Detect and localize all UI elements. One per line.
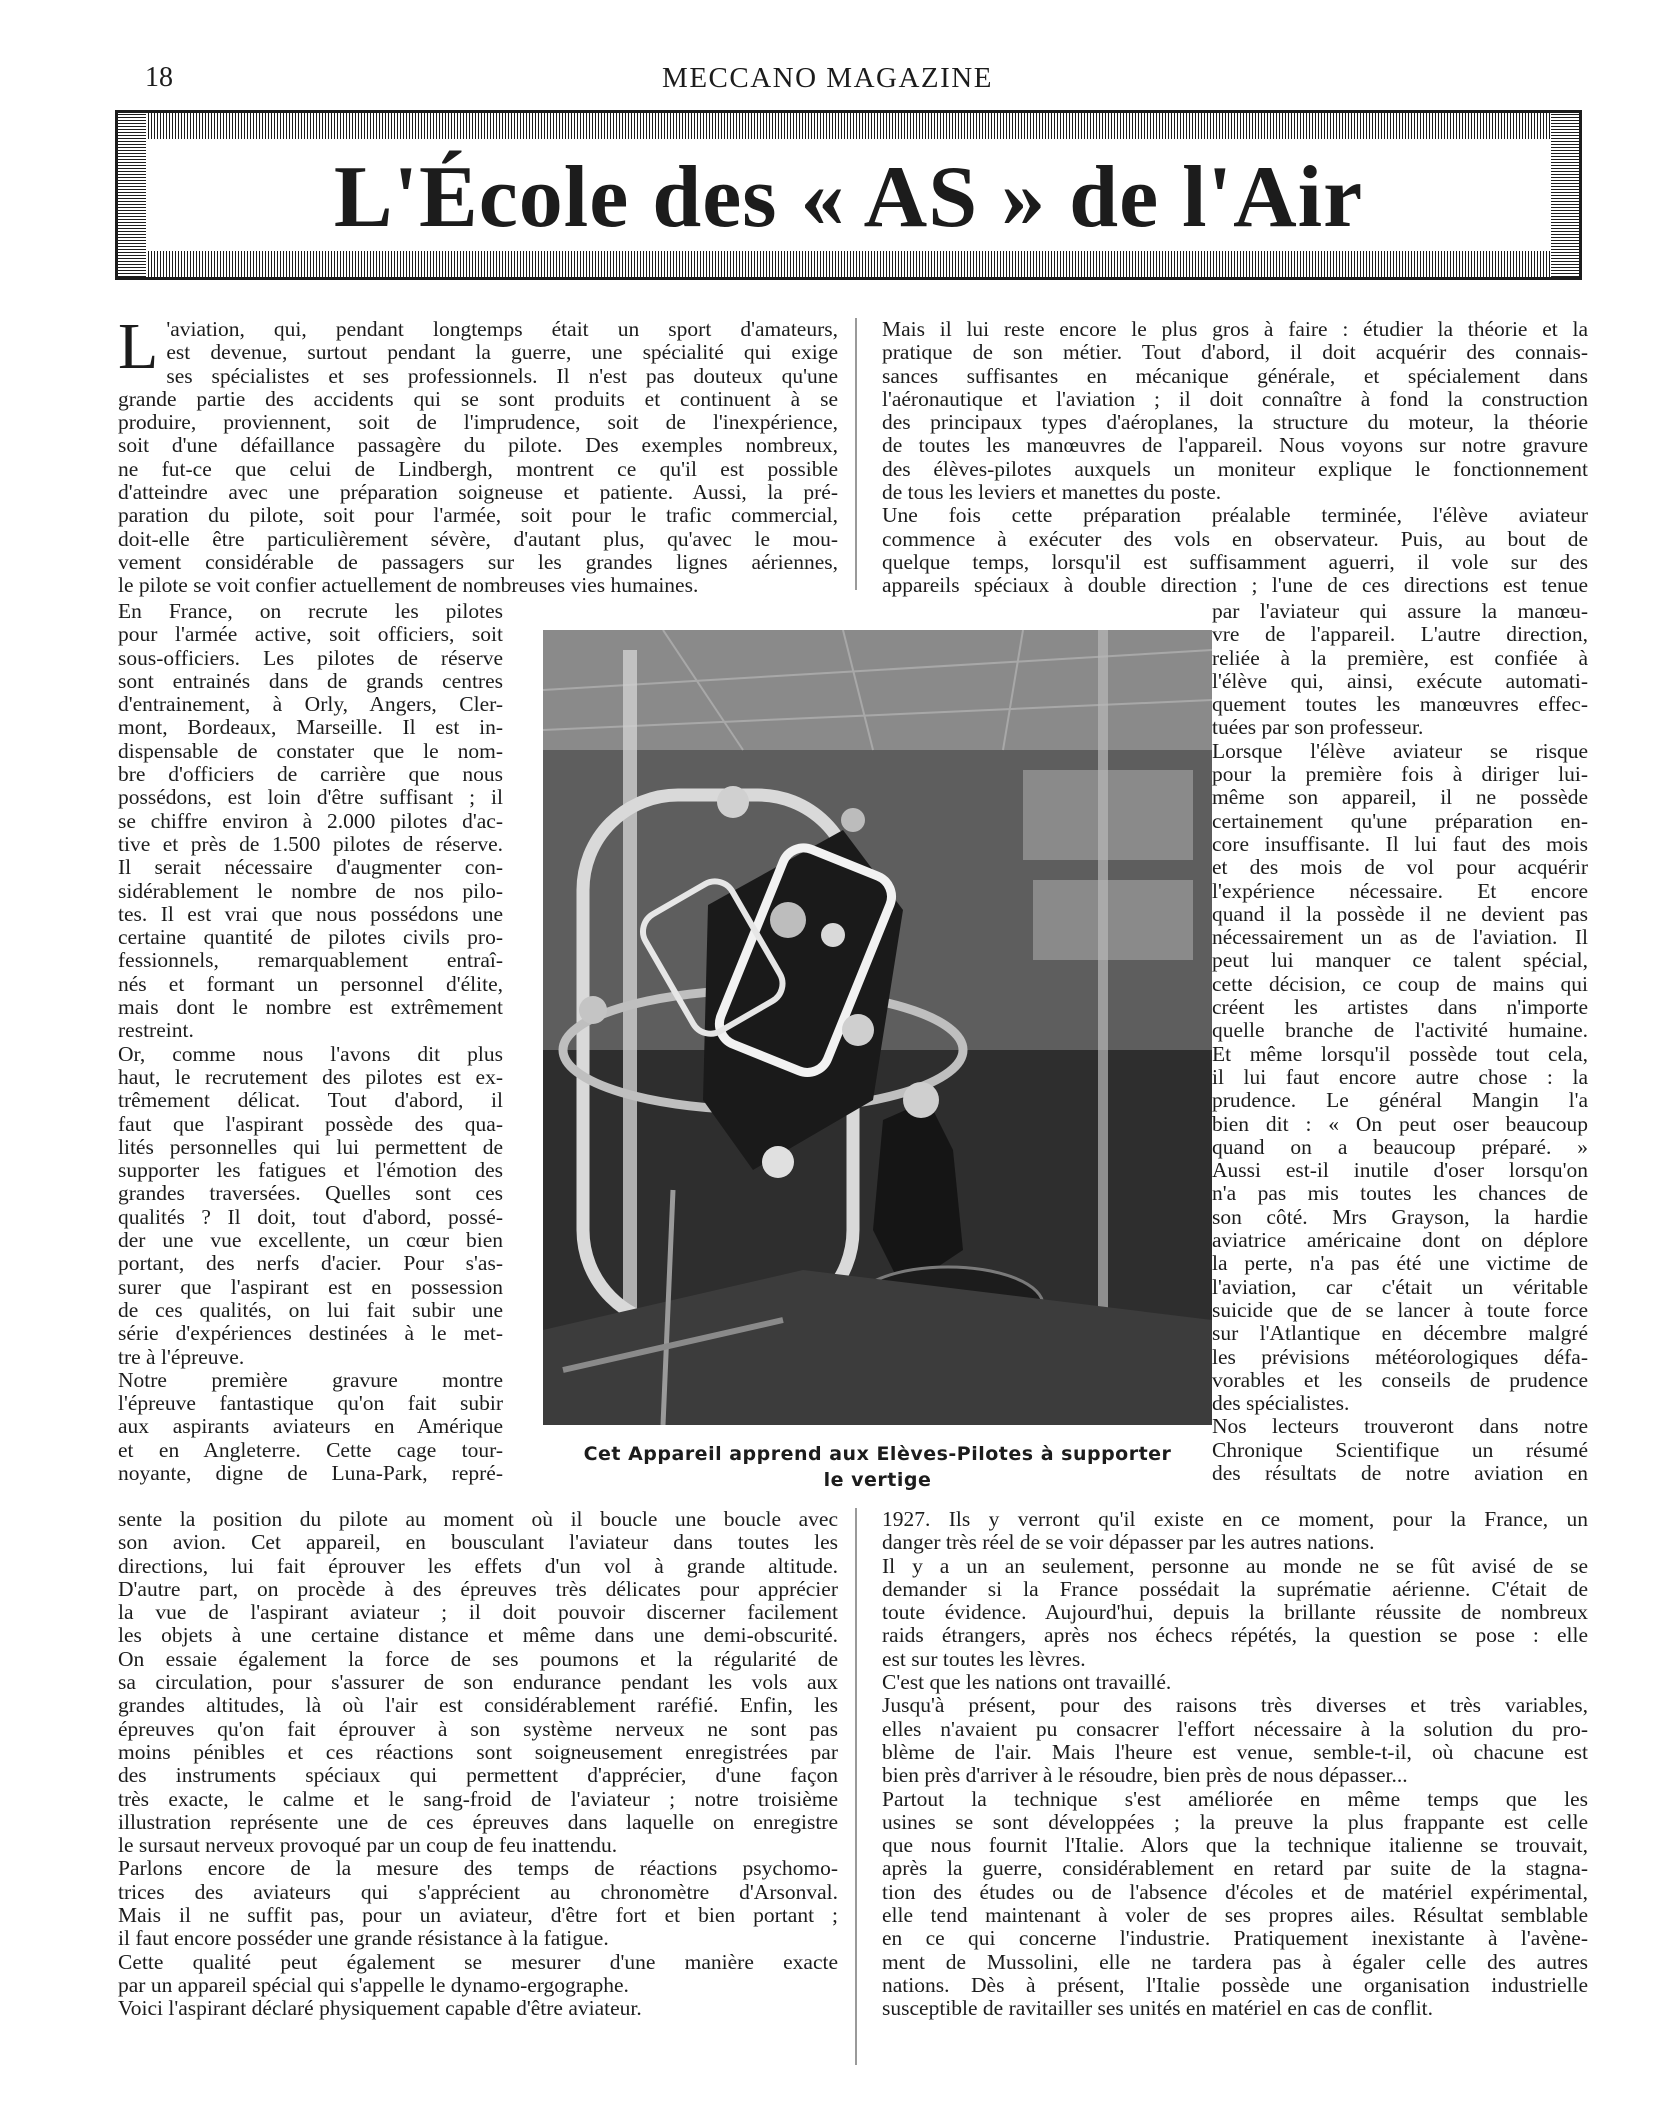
text-line: Aussi est-il inutile d'oser lorsqu'on xyxy=(1212,1158,1588,1183)
text-line: d'atteindre avec une préparation soigneuse et patiente. Aussi, la pré- xyxy=(118,480,838,505)
text-line: Or, comme nous l'avons dit plus xyxy=(118,1041,503,1066)
text-line: grandes traversées. Quelles sont ces xyxy=(118,1181,503,1206)
text-line: bien dit : « On peut oser beaucoup xyxy=(1212,1111,1588,1136)
text-line: elle tend maintenant à voler de ses propres ailes. Résultat semblable xyxy=(882,1903,1588,1928)
text-line: pratique de son métier. Tout d'abord, il doit acquérir des connais- xyxy=(882,340,1588,365)
text-line: se chiffre environ à 2.000 pilotes d'ac- xyxy=(118,808,503,833)
text-line: très exacte, le calme et le sang-froid de l'aviateur ; notre troisième xyxy=(118,1786,838,1811)
text-line: que nous fournit l'Italie. Alors que la technique italienne se trouvait, xyxy=(882,1833,1588,1858)
text-line: faut que l'aspirant possède des qua- xyxy=(118,1111,503,1136)
text-line: D'autre part, on procède à des épreuves très délicates pour apprécier xyxy=(118,1576,838,1601)
text-line: est devenue, surtout pendant la guerre, une spécialité qui exige xyxy=(166,340,838,365)
text-line: suicide que de se lancer à toute force xyxy=(1212,1297,1588,1322)
text-line: directions, lui fait éprouver les effets d'un vol à grande altitude. xyxy=(118,1553,838,1578)
text-line: soit d'une défaillance passagère du pilote. Des exemples nombreux, xyxy=(118,433,838,458)
text-line: tes. Il est vrai que nous possédons une xyxy=(118,901,503,926)
text-line: des spécialistes. xyxy=(1212,1391,1350,1416)
text-line: quand il la possède il ne devient pas xyxy=(1212,901,1588,926)
text-line: Mais il lui reste encore le plus gros à faire : étudier la théorie et la xyxy=(882,317,1588,341)
text-line: qualités ? Il doit, tout d'abord, possé- xyxy=(118,1204,503,1229)
text-line: sente la position du pilote au moment où il boucle une boucle avec xyxy=(118,1507,838,1531)
text-line: quelque temps, lorsqu'il est suffisamment aguerri, il vole sur des xyxy=(882,549,1588,574)
title-banner xyxy=(115,110,1582,280)
text-line: d'entrainement, à Orly, Angers, Cler- xyxy=(118,692,503,717)
text-line: l'expérience nécessaire. Et encore xyxy=(1212,878,1588,903)
text-line: usines se sont développées ; la preuve la plus frappante est celle xyxy=(882,1809,1588,1834)
drop-cap: L xyxy=(118,310,159,383)
text-line: son avion. Cet appareil, en bousculant l'aviateur dans toutes les xyxy=(118,1530,838,1555)
text-line: l'élève qui, ainsi, exécute automati- xyxy=(1212,668,1588,693)
text-line: Il y a un an seulement, personne au monde ne se fût avisé de se xyxy=(882,1553,1588,1578)
text-line: tre à l'épreuve. xyxy=(118,1344,245,1369)
text-line: sont entrainés dans de grands centres xyxy=(118,668,503,693)
text-line: paration du pilote, soit pour l'armée, soit pour le trafic commercial, xyxy=(118,503,838,528)
text-line: haut, le recrutement des pilotes est ex- xyxy=(118,1064,503,1089)
text-line: certaine quantité de pilotes civils pro- xyxy=(118,925,503,950)
text-line: nécessairement un as de l'aviation. Il xyxy=(1212,925,1588,950)
text-line: pour l'armée active, soit officiers, soit xyxy=(118,622,503,647)
text-line: et des mois de vol pour acquérir xyxy=(1212,855,1588,880)
text-line: Une fois cette préparation préalable terminée, l'élève aviateur xyxy=(882,503,1588,528)
text-line: des principaux types d'aéroplanes, la structure du moteur, la théorie xyxy=(882,410,1588,435)
text-line: sances suffisantes en mécanique générale, et spécialement dans xyxy=(882,363,1588,388)
text-line: série d'expériences destinées à le met- xyxy=(118,1321,503,1346)
text-line: elles n'avaient pu consacrer l'effort nécessaire à la solution du pro- xyxy=(882,1716,1588,1741)
text-line: ne fut-ce que celui de Lindbergh, montrent ce qu'il est possible xyxy=(118,456,838,481)
text-line: le pilote se voit confier actuellement de nombreuses vies humaines. xyxy=(118,573,699,598)
text-line: portant, des nerfs d'acier. Pour s'as- xyxy=(118,1251,503,1276)
text-line: En France, on recrute les pilotes xyxy=(118,599,503,623)
text-line: les objets à une certaine distance et même dans une demi-obscurité. xyxy=(118,1623,838,1648)
text-line: il faut encore posséder une grande résistance à la fatigue. xyxy=(118,1926,609,1951)
text-line: de tous les leviers et manettes du poste. xyxy=(882,480,1222,505)
text-line: de ces qualités, on lui fait subir une xyxy=(118,1297,503,1322)
text-line: nations. Dès à présent, l'Italie possède une organisation industrielle xyxy=(882,1972,1588,1997)
right-column-bottom xyxy=(882,1508,1588,2021)
text-line: mais dont le nombre est extrêmement xyxy=(118,995,503,1020)
text-line: illustration représente une de ces épreuves dans laquelle on enregistre xyxy=(118,1809,838,1834)
text-line: reliée à la première, est confiée à xyxy=(1212,645,1588,670)
text-line: pour la première fois à diriger lui- xyxy=(1212,762,1588,787)
text-line: grandes altitudes, là où l'air est considérablement raréfié. Enfin, les xyxy=(118,1693,838,1718)
text-line: son côté. Mrs Grayson, la hardie xyxy=(1212,1204,1588,1229)
text-line: l'aéronautique et l'aviation ; il doit connaître à fond la construction xyxy=(882,386,1588,411)
text-line: ment de Mussolini, elle ne tardera pas à égaler celle des autres xyxy=(882,1949,1588,1974)
text-line: certainement qu'une préparation en- xyxy=(1212,808,1588,833)
right-column-intro xyxy=(882,318,1588,598)
text-line: demander si la France possédait la suprématie aérienne. C'était de xyxy=(882,1576,1588,1601)
text-line: lités personnelles qui lui permettent de xyxy=(118,1134,503,1159)
text-line: raids étrangers, après nos échecs répétés, la question se pose : elle xyxy=(882,1623,1588,1648)
text-line: tive et près de 1.500 pilotes de réserve. xyxy=(118,831,503,856)
text-line: la vue de l'aspirant aviateur ; il doit pouvoir discerner facilement xyxy=(118,1600,838,1625)
text-line: Jusqu'à présent, pour des raisons très diverses et très variables, xyxy=(882,1693,1588,1718)
page-number: 18 xyxy=(145,62,173,93)
text-line: des élèves-pilotes auxquels un moniteur explique le fonctionnement xyxy=(882,456,1588,481)
text-line: danger très réel de se voir dépasser par les autres nations. xyxy=(882,1530,1375,1555)
text-line: restreint. xyxy=(118,1018,194,1043)
text-line: dispensable de constater que le nom- xyxy=(118,738,503,763)
text-line: de toutes les manœuvres de l'appareil. Nous voyons sur notre gravure xyxy=(882,433,1588,458)
column-divider-bottom xyxy=(855,1508,857,2065)
text-line: le sursaut nerveux provoqué par un coup de feu inattendu. xyxy=(118,1833,618,1858)
text-line: sur l'Atlantique en décembre malgré xyxy=(1212,1321,1588,1346)
text-line: der une vue excellente, un cœur bien xyxy=(118,1228,503,1253)
figure-caption xyxy=(535,1441,1220,1493)
text-line: surer que l'aspirant est en possession xyxy=(118,1274,503,1299)
text-line: Notre première gravure montre xyxy=(118,1367,503,1392)
text-line: la perte, n'a pas été une victime de xyxy=(1212,1251,1588,1276)
article-title: L'École des « AS » de l'Air xyxy=(333,149,1364,246)
left-column-narrow xyxy=(118,600,503,1485)
text-line: fessionnels, remarquablement entraî- xyxy=(118,948,503,973)
text-line: Lorsque l'élève aviateur se risque xyxy=(1212,738,1588,763)
text-line: Il serait nécessaire d'augmenter con- xyxy=(118,855,503,880)
text-line: bre d'officiers de carrière que nous xyxy=(118,762,503,787)
text-line: mont, Bordeaux, Marseille. Il est in- xyxy=(118,715,503,740)
text-line: Mais il ne suffit pas, pour un aviateur, d'être fort et bien portant ; xyxy=(118,1903,838,1928)
text-line: Et même lorsqu'il possède tout cela, xyxy=(1212,1041,1588,1066)
text-line: vement considérable de passagers sur les grandes lignes aériennes, xyxy=(118,549,838,574)
text-line: appareils spéciaux à double direction ; l'une de ces directions est tenue xyxy=(882,573,1588,598)
text-line: grande partie des accidents qui se sont produits et continuent à se xyxy=(118,386,838,411)
text-line: Chronique Scientifique un résumé xyxy=(1212,1437,1588,1462)
text-line: produire, proviennent, soit de l'imprudence, soit de l'inexpérience, xyxy=(118,410,838,435)
text-line: On essaie également la force de ses poumons et la régularité de xyxy=(118,1646,838,1671)
top-hatch-border xyxy=(118,113,1579,139)
text-line: n'a pas mis toutes les chances de xyxy=(1212,1181,1588,1206)
text-line: 1927. Ils y verront qu'il existe en ce moment, pour la France, un xyxy=(882,1507,1588,1531)
text-line: peut lui manquer ce talent spécial, xyxy=(1212,948,1588,973)
text-line: bien près d'arriver à le résoudre, bien près de nous dépasser... xyxy=(882,1763,1408,1788)
column-divider-top xyxy=(855,318,857,590)
text-line: nés et formant un personnel d'élite, xyxy=(118,971,503,996)
text-line: vorables et les conseils de prudence xyxy=(1212,1367,1588,1392)
text-line: l'épreuve fantastique qu'on fait subir xyxy=(118,1391,503,1416)
text-line: cette décision, ce coup de mains qui xyxy=(1212,971,1588,996)
right-column-narrow xyxy=(1212,600,1588,1485)
text-line: sa circulation, pour s'assurer de son endurance pendant les vols aux xyxy=(118,1670,838,1695)
text-line: l'aviation, car c'était un véritable xyxy=(1212,1274,1588,1299)
left-column-intro xyxy=(118,310,838,598)
text-line: est sur toutes les lèvres. xyxy=(882,1646,1086,1671)
text-line: trêmement délicat. Tout d'abord, il xyxy=(118,1088,503,1113)
text-line: vre de l'appareil. L'autre direction, xyxy=(1212,622,1588,647)
text-line: en ce qui concerne l'industrie. Pratiquement inexistante à l'avène- xyxy=(882,1926,1588,1951)
photo-training-cage xyxy=(543,630,1212,1425)
left-column-bottom xyxy=(118,1508,838,2021)
text-line: doit-elle être particulièrement sévère, d'autant plus, qu'avec le mou- xyxy=(118,526,838,551)
text-line: il lui faut encore autre chose : la xyxy=(1212,1064,1588,1089)
text-line: tion des études ou de l'absence d'écoles et de matériel expérimental, xyxy=(882,1879,1588,1904)
figure-caption-line-2: le vertige xyxy=(823,1469,932,1491)
text-line: prudence. Le général Mangin l'a xyxy=(1212,1088,1588,1113)
text-line: noyante, digne de Luna-Park, repré- xyxy=(118,1460,503,1485)
text-line: quand on a beaucoup préparé. » xyxy=(1212,1134,1588,1159)
text-line: moins pénibles et ces réactions sont soigneusement enregistrées par xyxy=(118,1739,838,1764)
text-line: les prévisions météorologiques défa- xyxy=(1212,1344,1588,1369)
text-line: des résultats de notre aviation en xyxy=(1212,1460,1588,1485)
text-line: par l'aviateur qui assure la manœu- xyxy=(1212,599,1588,623)
text-line: Nos lecteurs trouveront dans notre xyxy=(1212,1414,1588,1439)
running-head: MECCANO MAGAZINE xyxy=(662,62,993,94)
text-line: créent les artistes dans n'importe xyxy=(1212,995,1588,1020)
text-line: Partout la technique s'est améliorée en même temps que les xyxy=(882,1786,1588,1811)
text-line: sous-officiers. Les pilotes de réserve xyxy=(118,645,503,670)
text-line: susceptible de ravitailler ses unités en matériel en cas de conflit. xyxy=(882,1996,1434,2021)
text-line: par un appareil spécial qui s'appelle le dynamo-ergographe. xyxy=(118,1972,629,1997)
text-line: Voici l'aspirant déclaré physiquement capable d'être aviateur. xyxy=(118,1996,642,2021)
text-line: quelle branche de l'activité humaine. xyxy=(1212,1018,1588,1043)
text-line: épreuves qu'on fait éprouver à son système nerveux ne sont pas xyxy=(118,1716,838,1741)
text-line: des instruments spéciaux qui permettent d'apprécier, d'une façon xyxy=(118,1763,838,1788)
text-line: même son appareil, il ne possède xyxy=(1212,785,1588,810)
text-line: 'aviation, qui, pendant longtemps était un sport d'amateurs, xyxy=(166,317,838,341)
figure-caption-line-1: Cet Appareil apprend aux Elèves-Pilotes à supporter xyxy=(583,1443,1172,1465)
cage-illustration xyxy=(543,630,1212,1425)
text-line: et en Angleterre. Cette cage tour- xyxy=(118,1437,503,1462)
text-line: après la guerre, considérablement en retard par suite de la stagna- xyxy=(882,1856,1588,1881)
text-line: sidérablement le nombre de nos pilo- xyxy=(118,878,503,903)
text-line: ses spécialistes et ses professionnels. Il n'est pas douteux qu'une xyxy=(166,363,838,388)
text-line: blème de l'air. Mais l'heure est venue, semble-t-il, où chacune est xyxy=(882,1739,1588,1764)
text-line: supporter les fatigues et l'émotion des xyxy=(118,1158,503,1183)
text-line: C'est que les nations ont travaillé. xyxy=(882,1670,1172,1695)
text-line: tuées par son professeur. xyxy=(1212,715,1424,740)
text-line: Parlons encore de la mesure des temps de réactions psychomo- xyxy=(118,1856,838,1881)
text-line: possédons, est loin d'être suffisant ; il xyxy=(118,785,503,810)
text-line: commence à exécuter des vols en observateur. Puis, au bout de xyxy=(882,526,1588,551)
text-line: quement toutes les manœuvres effec- xyxy=(1212,692,1588,717)
text-line: Cette qualité peut également se mesurer d'une manière exacte xyxy=(118,1949,838,1974)
text-line: aux aspirants aviateurs en Amérique xyxy=(118,1414,503,1439)
text-line: core insuffisante. Il lui faut des mois xyxy=(1212,831,1588,856)
text-line: toute évidence. Aujourd'hui, depuis la brillante réussite de nombreux xyxy=(882,1600,1588,1625)
text-line: aviatrice américaine dont on déplore xyxy=(1212,1228,1588,1253)
text-line: trices des aviateurs qui s'apprécient au chronomètre d'Arsonval. xyxy=(118,1879,838,1904)
